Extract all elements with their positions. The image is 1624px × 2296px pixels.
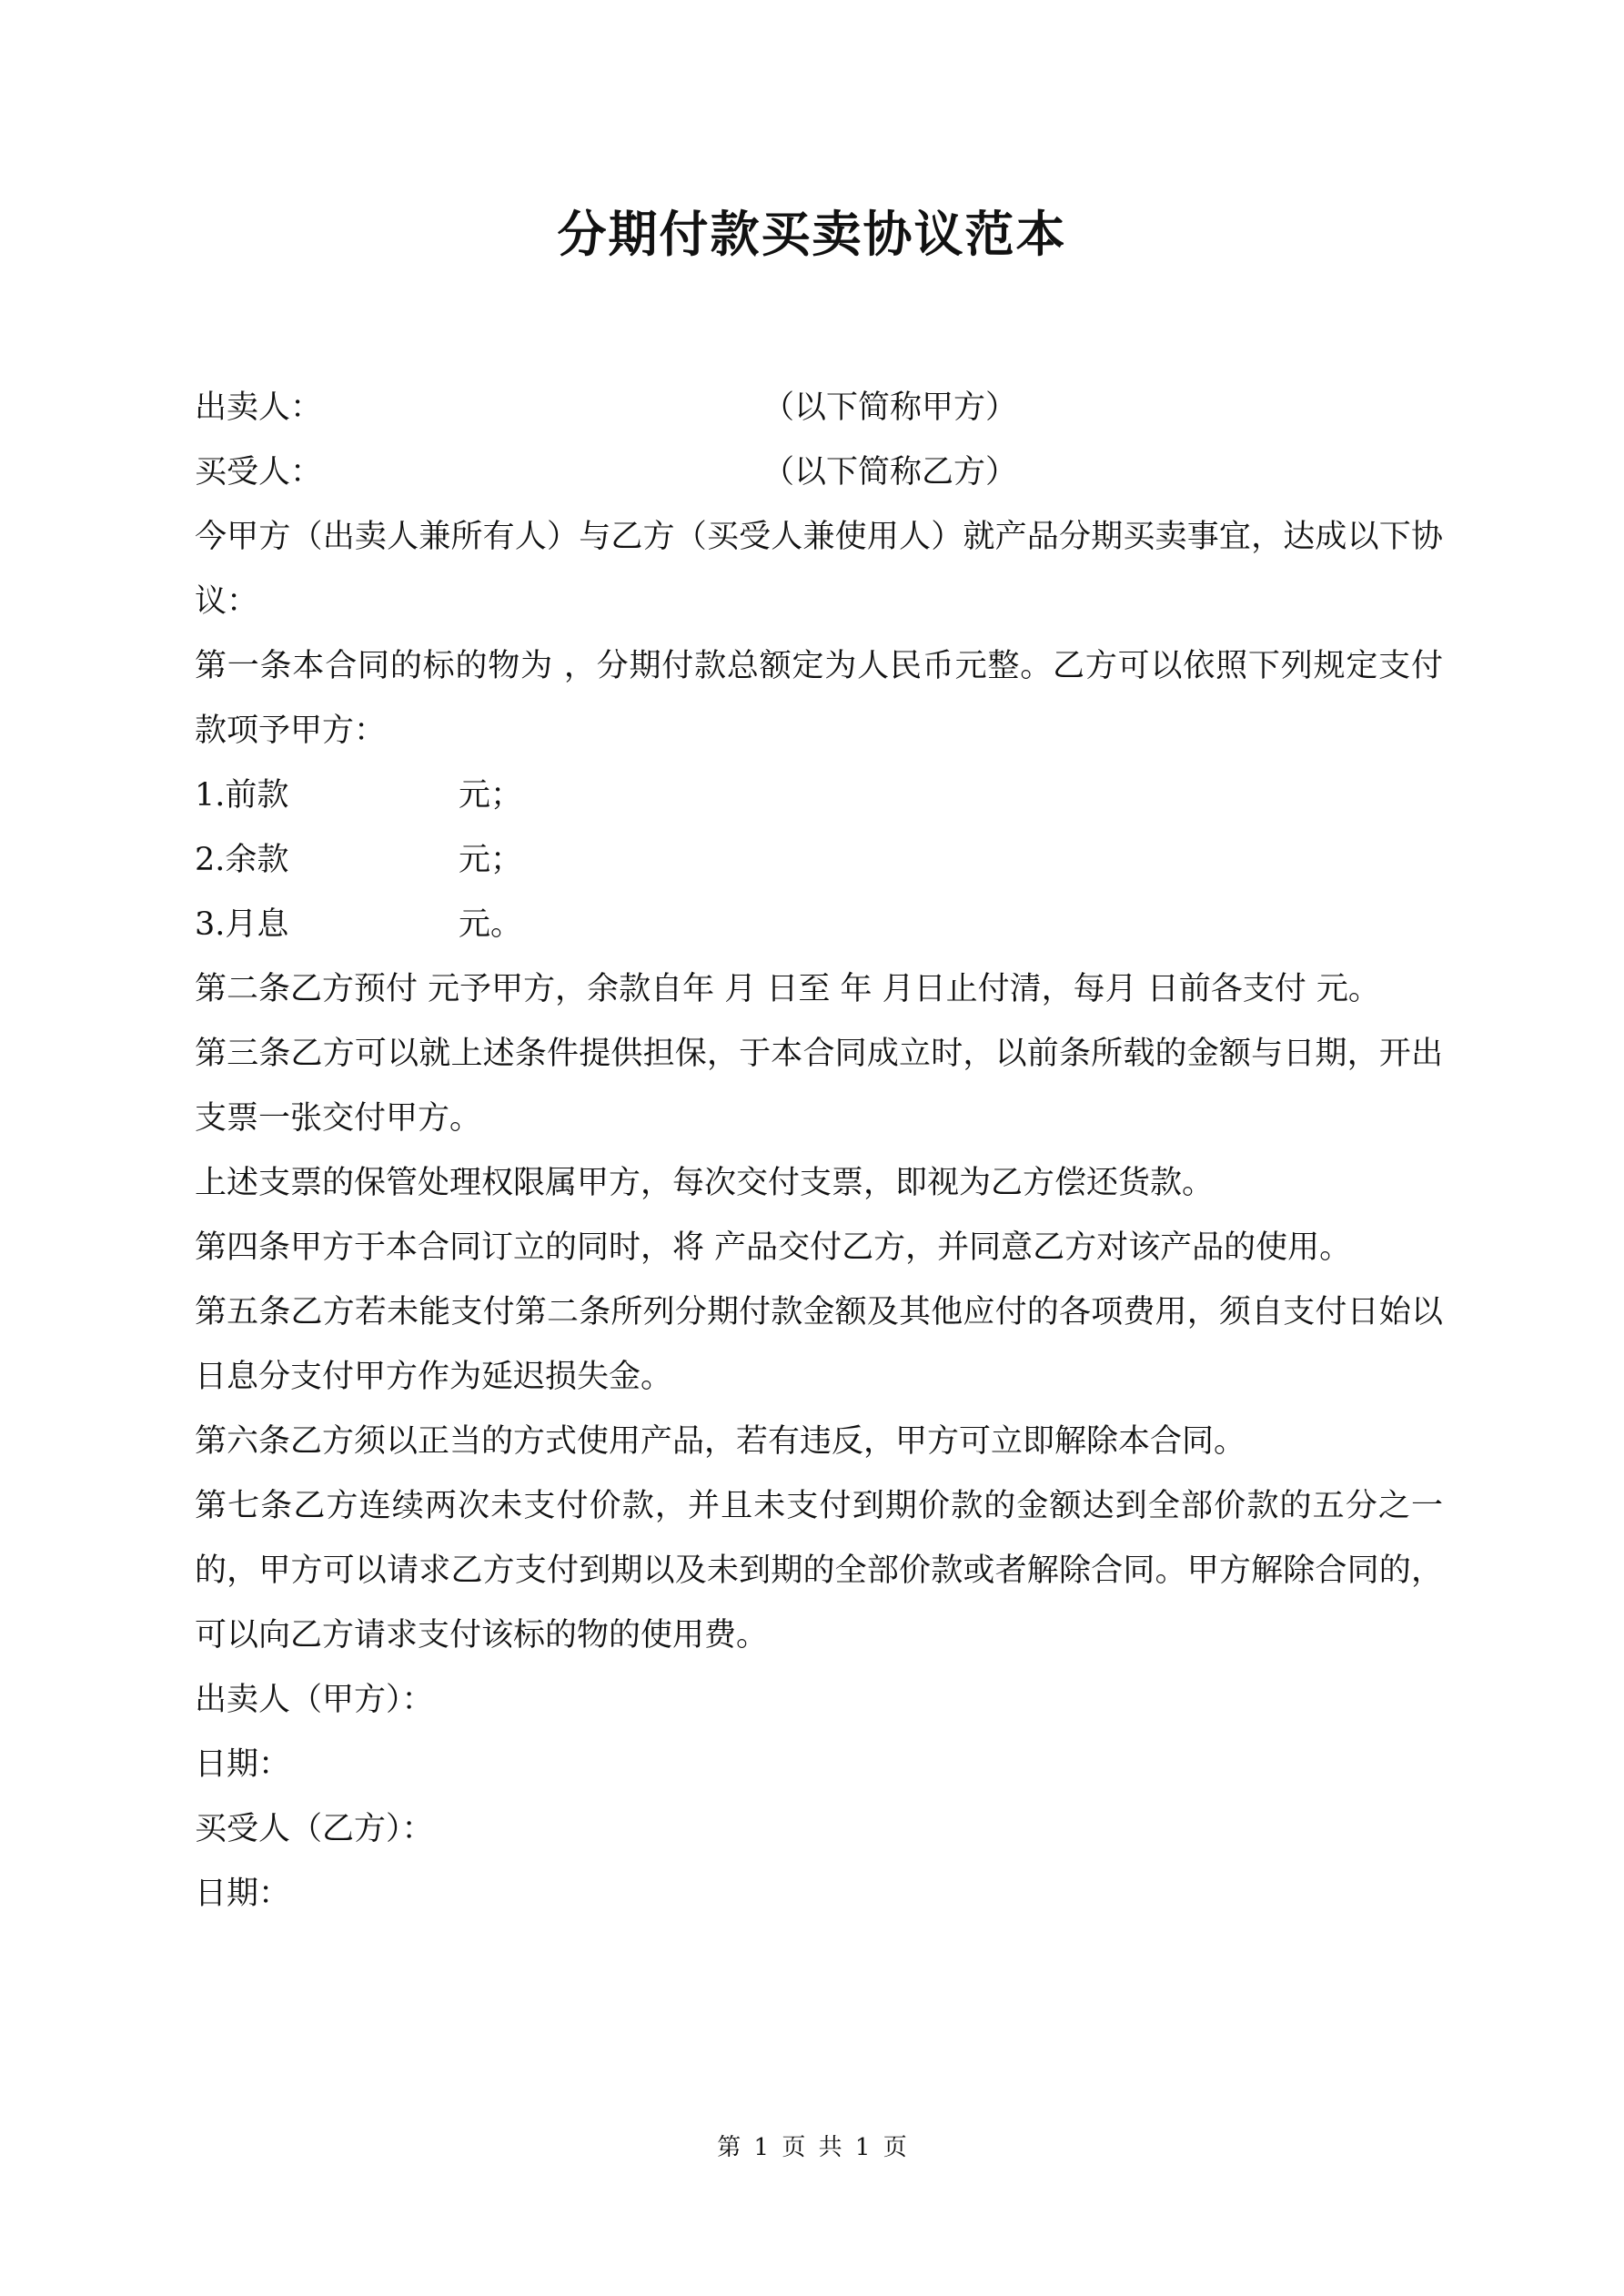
document-body [195, 376, 1443, 1927]
intro-paragraph: 今甲方（出卖人兼所有人）与乙方（买受人兼使用人）就产品分期买卖事宜，达成以下协议： [195, 519, 1443, 620]
payment-item [195, 828, 1443, 893]
article-1: 第一条本合同的标的物为 ，分期付款总额定为人民币元整。乙方可以依照下列规定支付款项予甲方： [195, 648, 1443, 749]
seller-line [195, 376, 1443, 440]
buyer-label: 买受人： [195, 454, 323, 491]
signature-buyer: 买受人（乙方）： [195, 1811, 434, 1847]
payment-unit: 元； [459, 777, 523, 814]
page-number-footer: 第 1 页 共 1 页 [717, 2134, 907, 2161]
signature-seller: 出卖人（甲方）： [195, 1682, 434, 1718]
payment-label: 3.月息 [195, 906, 289, 943]
signature-seller-date: 日期： [195, 1746, 291, 1783]
payment-label: 2.余款 [195, 842, 289, 878]
document-title: 分期付款买卖协议范本 [557, 205, 1067, 263]
buyer-note: （以下简称乙方） [762, 454, 1018, 491]
article-6: 第六条乙方须以正当的方式使用产品，若有违反，甲方可立即解除本合同。 [195, 1423, 1246, 1460]
signature-buyer-date: 日期： [195, 1876, 291, 1912]
article-4: 第四条甲方于本合同订立的同时，将 产品交付乙方，并同意乙方对该产品的使用。 [195, 1229, 1352, 1266]
seller-label: 出卖人： [195, 389, 323, 426]
seller-note: （以下简称甲方） [762, 389, 1018, 426]
article-3-note: 上述支票的保管处理权限属甲方，每次交付支票，即视为乙方偿还货款。 [195, 1165, 1215, 1201]
payment-unit: 元； [459, 842, 523, 878]
payment-unit: 元。 [459, 906, 523, 943]
article-7: 第七条乙方连续两次未支付价款，并且未支付到期价款的金额达到全部价款的五分之一的，甲方可以请求乙方支付到期以及未到期的全部价款或者解除合同。甲方解除合同的，可以向乙方请求支付该标的物的使用费。 [195, 1488, 1443, 1654]
article-2: 第二条乙方预付 元予甲方，余款自年 月 日至 年 月日止付清，每月 日前各支付 元。 [195, 971, 1380, 1007]
payment-item [195, 893, 1443, 957]
article-3: 第三条乙方可以就上述条件提供担保，于本合同成立时，以前条所载的金额与日期，开出支票一张交付甲方。 [195, 1036, 1443, 1137]
payment-label: 1.前款 [195, 777, 289, 814]
payment-item [195, 764, 1443, 828]
buyer-line [195, 440, 1443, 505]
article-5: 第五条乙方若未能支付第二条所列分期付款金额及其他应付的各项费用，须自支付日始以日息分支付甲方作为延迟损失金。 [195, 1294, 1443, 1395]
